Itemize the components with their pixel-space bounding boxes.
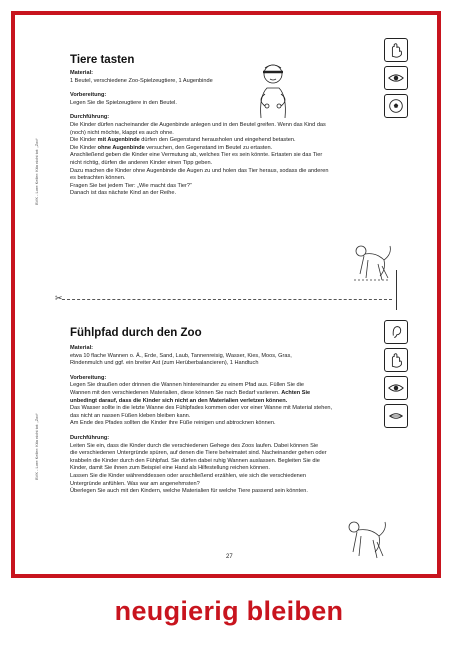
proc-line: krabbeln die Kinder durch den Fühlpfad. Sie dürfen dabei ruhig Wannen auslassen. Begleiten Sie die — [70, 457, 320, 464]
prep-heading: Vorbereitung: — [70, 92, 107, 99]
blindfold-girl-illustration — [253, 60, 293, 120]
side-label-top: BVK - Lore Keller: Kita nicht tot: „Zoo“ — [34, 138, 39, 205]
prep-text: Legen Sie die Spielzeugtiere in den Beutel. — [70, 99, 177, 106]
proc-line: Lassen Sie die Kinder währenddessen oder anschließend erzählen, wie sich die verschiedenen — [70, 472, 307, 479]
proc-line: Die Kinder ohne Augenbinde versuchen, den Gegenstand im Beutel zu ertasten. — [70, 144, 273, 151]
monkey-illustration — [345, 518, 389, 564]
proc-line: Anschließend geben die Kinder eine Vermutung ab, welches Tier es sein könnte. Ertasten sie das Tier — [70, 152, 323, 159]
material-heading: Material: — [70, 70, 94, 76]
side-label-bottom: BVK - Lore Keller: Kita nicht tot: „Zoo“ — [34, 413, 39, 480]
proc-heading: Durchführung: — [70, 434, 110, 441]
footer-slogan: neugierig bleiben — [114, 596, 344, 626]
eye-icon — [384, 376, 408, 400]
hand-icon — [384, 348, 408, 372]
sense-icons-top — [384, 38, 410, 122]
proc-line: (noch) nicht möchte, klappt es auch ohne. — [70, 129, 174, 136]
proc-line: Fragen Sie bei jedem Tier: „Wie macht das Tier?“ — [70, 182, 192, 189]
prep-line: unbedingt darauf, dass die Kinder sich nicht an den Materialien verletzen können. — [70, 397, 288, 404]
prep-line: Das Wasser sollte in die letzte Wanne des Fühlpfades kommen oder vor einer Wanne mit Material stehen, — [70, 405, 333, 412]
proc-heading: Durchführung: — [70, 114, 110, 121]
material-heading: Material: — [70, 345, 94, 351]
prep-line: Am Ende des Pfades sollten die Kinder ihre Füße reinigen und abtrocknen können. — [70, 420, 276, 427]
material-line: Rindenmulch und ggf. ein breiter Ast (zum Herüberbalancieren), 1 Handtuch — [70, 360, 259, 367]
section-title: Tiere tasten — [70, 54, 135, 66]
proc-line: es betrachten können. — [70, 175, 126, 182]
proc-line: Die Kinder dürfen nacheinander die Augenbinde anlegen und in den Beutel greifen. Wenn das Kind das — [70, 121, 326, 128]
eye-icon — [384, 66, 408, 90]
sense-icons-bottom — [384, 320, 410, 432]
ear-icon — [384, 320, 408, 344]
page-number: 27 — [226, 554, 233, 560]
material-text: 1 Beutel, verschiedene Zoo-Spielzeugtiere, 1 Augenbinde — [70, 77, 213, 84]
proc-line: die verschiedenen Untergründe spüren, auf denen die Tiere beheimatet sind. Nacheinander gehen oder — [70, 450, 327, 457]
divider-line — [396, 270, 397, 310]
proc-line: Untergründe anfühlen. Was war am angenehmsten? — [70, 480, 200, 487]
proc-line: Danach ist das nächste Kind an der Reihe. — [70, 190, 177, 197]
section-title: Fühlpfad durch den Zoo — [70, 327, 202, 339]
material-line: etwa 10 flache Wannen o. Ä., Erde, Sand, Laub, Tannenreisig, Wasser, Kies, Moos, Gras, — [70, 352, 292, 359]
prep-line: Wannen mit den verschiedenen Materialien, diese können Sie nach Bedarf variieren. Achten Sie — [70, 389, 311, 396]
proc-line: Die Kinder mit Augenbinde dürfen den Gegenstand herausholen und eingehend betasten. — [70, 137, 296, 144]
proc-line: Dazu machen die Kinder ohne Augenbinde die Augen zu und holen das Tier heraus, sodass die anderen — [70, 167, 329, 174]
proc-line: Überlegen Sie auch mit den Kindern, welche Materialien für welche Tiere passend sein könnten. — [70, 488, 308, 495]
prep-line: Legen Sie draußen oder drinnen die Wannen hintereinander zu einem Pfad aus. Füllen Sie die — [70, 382, 304, 389]
hand-icon — [384, 38, 408, 62]
proc-line: nicht richtig, dürfen die anderen Kinder einen Tipp geben. — [70, 159, 213, 166]
scissors-icon: ✂ — [55, 293, 63, 303]
section-1-body — [70, 70, 360, 198]
proc-line: Leiten Sie ein, dass die Kinder durch die verschiedenen Gehege des Zoos laufen. Dabei können Sie — [70, 442, 319, 449]
prep-heading: Vorbereitung: — [70, 374, 107, 381]
proc-line: Kinder, damit Sie ihnen zum Beispiel eine Hand als Hilfestellung reichen können. — [70, 465, 270, 472]
cut-line — [62, 299, 392, 300]
section-2-body — [70, 345, 360, 496]
ball-icon — [384, 94, 408, 118]
mouth-icon — [384, 404, 408, 428]
monkey-illustration — [352, 242, 392, 286]
prep-line: das nicht an nassen Füßen kleben bleiben kann. — [70, 412, 191, 419]
